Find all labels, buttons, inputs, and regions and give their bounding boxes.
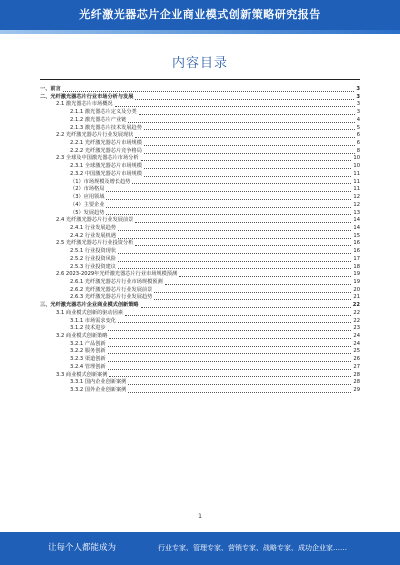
toc-entry-page: 14 (353, 217, 360, 224)
toc-entry-label: 2.4 光纤激光器芯片行业发展前景 (56, 217, 134, 224)
toc-entry[interactable] (40, 279, 360, 287)
report-header (0, 0, 400, 34)
toc-leader-dots (128, 391, 351, 393)
toc-entry[interactable] (40, 256, 360, 264)
toc-leader-dots (139, 113, 355, 115)
toc-entry-page: 5 (356, 124, 360, 131)
toc-entry-label: 3.3.2 国外企业创新案例 (70, 387, 127, 394)
toc-entry-label: （4）主要企业 (70, 201, 105, 208)
toc-leader-dots (118, 260, 351, 262)
toc-entry-page: 11 (353, 178, 360, 185)
toc-entry[interactable] (40, 202, 360, 210)
toc-leader-dots (108, 368, 352, 370)
toc-entry-label: 3.2.3 渠道创新 (70, 356, 106, 363)
toc-leader-dots (109, 337, 351, 339)
toc-leader-dots (108, 329, 352, 331)
toc-leader-dots (108, 360, 352, 362)
toc-entry-page: 20 (353, 286, 360, 293)
toc-entry[interactable] (40, 333, 360, 341)
toc-entry[interactable] (40, 325, 360, 333)
toc-leader-dots (141, 306, 351, 308)
toc-entry-page: 22 (353, 317, 360, 324)
toc-leader-dots (144, 144, 355, 146)
toc-leader-dots (144, 175, 351, 177)
toc-entry-label: 3.2 商业模式创新策略 (56, 333, 108, 339)
toc-entry-page: 18 (353, 263, 360, 270)
toc-entry-label: 2.3.2 中国激光器芯片市场规模 (70, 170, 142, 177)
header-stripe (0, 30, 400, 34)
toc-entry[interactable] (40, 101, 360, 109)
toc-leader-dots (118, 237, 351, 239)
toc-entry-label: 2.6 2023-2029年光纤激光器芯片行业市场规模预测 (56, 271, 178, 278)
toc-entry-label: 3.2.4 管理创新 (70, 363, 106, 370)
toc-entry[interactable] (40, 356, 360, 364)
toc-entry[interactable] (40, 171, 360, 179)
toc-leader-dots (141, 159, 352, 161)
toc-entry-page: 24 (353, 340, 360, 347)
toc-leader-dots (144, 128, 355, 130)
toc-entry-label: （5）发展趋势 (70, 209, 105, 216)
toc-entry-page: 15 (353, 232, 360, 239)
footer-roles: 行业专家、管理专家、营销专家、战略专家、成功企业家…… (158, 544, 347, 552)
toc-entry-label: 一、前言 (40, 86, 61, 92)
toc-entry-label: 2.3.1 全球激光器芯片市场规模 (70, 163, 142, 170)
toc-leader-dots (128, 121, 354, 123)
toc-entry-label: 2.6.1 光纤激光器芯片行业市场规模预测 (70, 278, 163, 285)
toc-entry-label: 三、光纤激光器芯片企业商业模式创新策略 (40, 302, 139, 309)
toc-leader-dots (132, 182, 351, 184)
toc-entry-label: 2.1.1 激光器芯片定义及分类 (70, 109, 137, 116)
toc-entry[interactable] (40, 294, 360, 302)
toc-leader-dots (165, 283, 352, 285)
toc-entry-page: 11 (353, 186, 360, 193)
report-title: 光纤激光器芯片企业商业模式创新策略研究报告 (79, 8, 321, 21)
footer-slogan: 让每个人都能成为 (48, 543, 117, 553)
toc-entry-page: 17 (353, 255, 360, 262)
toc-entry-label: 2.5 光纤激光器芯片行业投资分析 (56, 240, 134, 247)
toc-entry-label: 2.3 全球及中国激光器芯片市场分析 (56, 155, 139, 162)
toc-leader-dots (135, 98, 354, 100)
toc-entry-label: 2.1.3 激光器芯片技术发展趋势 (70, 124, 142, 131)
toc-leader-dots (108, 352, 352, 354)
footer-banner (0, 532, 400, 565)
toc-entry-page: 19 (353, 271, 360, 278)
toc-entry-label: 3.1.1 市场需求变化 (70, 317, 116, 324)
toc-entry-page: 3 (356, 86, 360, 92)
toc-entry-label: 2.1.2 激光器芯片产业链 (70, 116, 127, 123)
toc-entry-page: 6 (356, 140, 360, 147)
toc-entry-page: 16 (353, 248, 360, 255)
toc-leader-dots (135, 244, 351, 246)
toc-entry-page: 25 (353, 348, 360, 355)
toc-entry-label: 2.5.1 行业投资现状 (70, 248, 116, 255)
toc-leader-dots (115, 105, 355, 107)
toc-leader-dots (106, 206, 351, 208)
toc-entry-page: 10 (353, 155, 360, 162)
toc-entry[interactable] (40, 271, 360, 279)
toc-leader-dots (118, 267, 351, 269)
toc-entry-page: 13 (353, 209, 360, 216)
toc-entry[interactable] (40, 240, 360, 248)
toc-entry-label: 2.4.2 行业发展机遇 (70, 232, 116, 239)
toc-leader-dots (135, 136, 354, 138)
toc-leader-dots (154, 291, 351, 293)
toc-entry-page: 27 (353, 363, 360, 370)
toc-entry-label: 2.2.2 光纤激光器芯片竞争格局 (70, 147, 142, 154)
toc-entry-label: 2.2 光纤激光器芯片行业发展现状 (56, 132, 134, 139)
toc-entry-page: 29 (353, 387, 360, 394)
toc-entry[interactable] (40, 248, 360, 256)
toc-leader-dots (125, 314, 351, 316)
toc-entry-page: 12 (353, 201, 360, 208)
toc-entry-label: （3）应用领域 (70, 194, 105, 201)
toc-entry-page: 22 (352, 302, 360, 309)
table-of-contents (40, 86, 360, 395)
toc-entry-page: 4 (356, 116, 360, 123)
toc-entry[interactable] (40, 225, 360, 233)
toc-leader-dots (118, 321, 351, 323)
toc-entry-page: 23 (353, 325, 360, 332)
toc-entry-page: 16 (353, 240, 360, 247)
toc-entry-page: 3 (356, 101, 360, 108)
toc-leader-dots (118, 229, 351, 231)
toc-entry[interactable] (40, 194, 360, 202)
page-number: 1 (198, 513, 202, 520)
toc-leader-dots (108, 345, 352, 347)
toc-heading: 内容目录 (171, 56, 228, 71)
toc-entry-page: 26 (353, 356, 360, 363)
toc-leader-dots (106, 213, 351, 215)
toc-leader-dots (179, 275, 351, 277)
toc-entry-label: （1）市场规模及增长趋势 (70, 178, 131, 185)
toc-entry[interactable] (40, 348, 360, 356)
toc-leader-dots (135, 221, 351, 223)
toc-entry-page: 22 (353, 309, 360, 316)
toc-entry-label: 3.2.1 产品创新 (70, 340, 106, 347)
toc-entry-label: （2）市场格局 (70, 186, 105, 193)
toc-entry-page: 8 (356, 147, 360, 154)
toc-entry-label: 2.6.2 光纤激光器芯片行业发展前景 (70, 286, 153, 293)
toc-entry-label: 3.1.2 技术进步 (70, 325, 106, 332)
toc-entry[interactable] (40, 117, 360, 125)
toc-entry-page: 28 (353, 379, 360, 386)
toc-entry-page: 3 (356, 109, 360, 116)
toc-leader-dots (109, 375, 351, 377)
toc-entry-label: 2.6.3 光纤激光器芯片行业发展趋势 (70, 294, 153, 301)
toc-entry[interactable] (40, 217, 360, 225)
toc-entry[interactable] (40, 387, 360, 395)
toc-entry-page: 19 (353, 278, 360, 285)
toc-entry-page: 21 (353, 294, 360, 301)
toc-entry-page: 24 (353, 333, 360, 339)
toc-entry-label: 3.1 商业模式创新的驱动因素 (56, 309, 123, 316)
toc-entry-page: 6 (356, 132, 360, 139)
toc-leader-dots (128, 383, 351, 385)
toc-entry-label: 2.4.1 行业发展趋势 (70, 224, 116, 231)
toc-entry[interactable] (40, 132, 360, 140)
toc-entry[interactable] (40, 364, 360, 372)
toc-divider (40, 79, 360, 80)
toc-entry[interactable] (40, 109, 360, 117)
toc-entry-label: 2.1 激光器芯片市场概况 (56, 101, 113, 108)
toc-leader-dots (106, 190, 351, 192)
toc-entry-label: 3.3.1 国内企业创新案例 (70, 379, 127, 386)
toc-leader-dots (144, 167, 351, 169)
toc-entry-label: 2.5.3 行业投资建议 (70, 263, 116, 270)
toc-entry[interactable] (40, 140, 360, 148)
toc-entry-label: 3.2.2 服务创新 (70, 348, 106, 355)
toc-entry[interactable] (40, 86, 360, 94)
toc-entry-page: 12 (353, 194, 360, 201)
toc-entry[interactable] (40, 310, 360, 318)
toc-leader-dots (154, 298, 351, 300)
toc-entry-page: 10 (353, 163, 360, 170)
toc-leader-dots (144, 152, 355, 154)
toc-entry-label: 二、光纤激光器芯片行业市场分析与发展 (40, 93, 134, 100)
toc-entry-page: 3 (356, 93, 360, 100)
toc-entry-page: 28 (353, 371, 360, 378)
toc-entry-label: 3.3 商业模式创新案例 (56, 371, 108, 378)
toc-entry[interactable] (40, 163, 360, 171)
toc-leader-dots (106, 198, 351, 200)
toc-entry[interactable] (40, 302, 360, 310)
toc-entry[interactable] (40, 379, 360, 387)
toc-entry-label: 2.5.2 行业投资风险 (70, 255, 116, 262)
toc-leader-dots (63, 90, 355, 92)
toc-leader-dots (118, 252, 351, 254)
toc-entry-label: 2.2.1 光纤激光器芯片市场规模 (70, 140, 142, 147)
toc-entry-page: 11 (353, 170, 360, 177)
toc-entry-page: 14 (353, 224, 360, 231)
toc-entry[interactable] (40, 186, 360, 194)
